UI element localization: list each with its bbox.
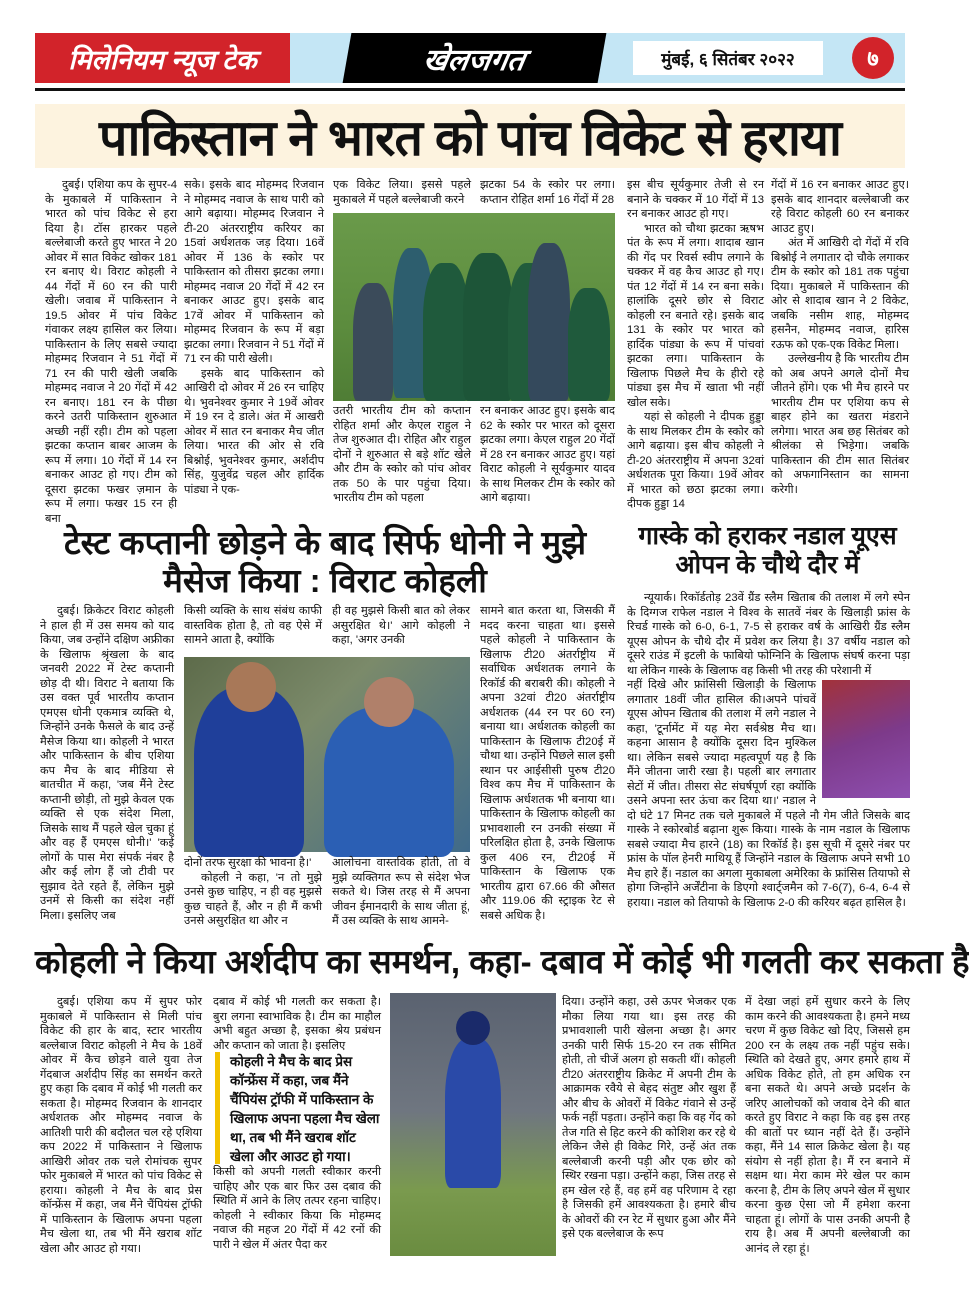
paragraph: एक विकेट लिया। इससे पहले मुकाबले में पहले बल्लेबाजी करने (333, 179, 471, 206)
paragraph: रन बनाकर आउट हुए। इसके बाद 62 के स्कोर पर भारत को दूसरा झटका लगा। केएल राहुल 20 गेंदों में 28 रन बनाकर आउट हुए। यहां विराट कोहली ने सूर्यकुमार यादव के साथ मिलकर टीम के स्कोर को आगे बढ़ाया। (480, 405, 615, 504)
article1-column-5 (627, 178, 764, 514)
edition-date: मुंबई, ६ सितंबर २०२२ (633, 41, 823, 75)
masthead-divider (35, 88, 905, 91)
headline-line: टेस्ट कप्तानी छोड़ने के बाद सिर्फ धोनी ने मुझे (63, 524, 587, 561)
article1-column-2 (184, 178, 324, 514)
paragraph: यहां से कोहली ने दीपक हुड्डा के साथ मिलकर टीम के स्कोर को आगे बढ़ाया। इस बीच कोहली ने टी-20 अंतरराष्ट्रीय में अपना 32वां अर्धशतक पूरा किया। 19वें ओवर में भारत को छठा झटका लगा। दीपक हुड्डा 14 (627, 411, 764, 510)
paragraph: सामने बात करता था, जिसकी मैं मदद करना चाहता था। इससे पहले कोहली ने पाकिस्तान के खिलाफ टी20 अंतर्राष्ट्रीय में सर्वाधिक अर्धशतक लगाने के रिकॉर्ड की बराबरी की। कोहली ने अपना 32वां टी20 अंतर्राष्ट्रीय अर्धशतक (44 रन पर 60 रन) बनाया था। अर्धशतक कोहली का पाकिस्तान के खिलाफ टी20ई में चौथा था। उन्होंने पिछले साल इसी स्थान पर आईसीसी पुरुष टी20 विश्व कप मैच में पाकिस्तान के खिलाफ अर्धशतक भी बनाया था। पाकिस्तान के खिलाफ कोहली का प्रभावशाली रन उनकी संख्या में परिलक्षित होता है, उनके खिलाफ कुल 406 रन, टी20ई में पाकिस्तान के खिलाफ एक भारतीय द्वारा 67.66 की औसत और 119.06 की स्ट्राइक रेट से सबसे अधिक है। (480, 605, 615, 922)
article1-column-4-top (480, 178, 615, 208)
article3-headline (625, 522, 910, 580)
paragraph: भारत को चौथा झटका ऋषभ पंत के रूप में लगा। शादाब खान की गेंद पर रिवर्स स्वीप लगाने के चक्कर में वह कैच आउट हो गए। पंत 12 गेंदों में 14 रन बना सके। हालांकि दूसरे छोर से विराट कोहली रन बनाते रहे। इसके बाद 131 के स्कोर पर भारत को हार्दिक पांड्या के रूप में पांचवां झटका लगा। पाकिस्तान के खिलाफ पिछले मैच के हीरो रहे पांड्या इस मैच में खाता भी नहीं खोल सके। (627, 222, 764, 409)
paragraph: इस बीच सूर्यकुमार तेजी से रन बनाने के चक्कर में 10 गेंदों में 13 रन बनाकर आउट हो गए। (627, 179, 764, 220)
article1-headline: पाकिस्तान ने भारत को पांच विकेट से हराया (35, 104, 905, 168)
article2-headline (35, 524, 615, 600)
article1-column-6 (771, 178, 909, 514)
article4-column-1 (40, 995, 202, 1257)
nadal-photo (822, 680, 910, 798)
article1-column-3 (333, 404, 471, 514)
article2-column-1 (40, 604, 174, 936)
headline-line: मैसेज किया : विराट कोहली (163, 561, 487, 599)
paragraph: किसी को अपनी गलती स्वीकार करनी चाहिए और एक बार फिर उस दबाव की स्थिति में आने के लिए तत्पर रहना चाहिए। कोहली ने स्वीकार किया कि मोहम्मद नवाज की महज 20 गेंदों में 42 रनों की पारी ने खेल में अंतर पैदा कर (213, 1166, 381, 1251)
article2-column-3-top (332, 604, 470, 652)
paragraph: दोनों तरफ सुरक्षा की भावना है।' (184, 857, 312, 869)
article2-column-4 (480, 604, 615, 936)
paragraph: इसके बाद पाकिस्तान को आखिरी दो ओवर में 26 रन चाहिए थे। भुवनेश्वर कुमार ने 19वें ओवर में 19 रन दे डाले। अंत में आखरी ओवर में सात रन बनाकर मैच जीत लिया। भारत की ओर से रवि बिश्नोई, भुवनेश्वर कुमार, अर्शदीप सिंह, युजुवेंद्र चहल और हार्दिक पांड्या ने एक- (184, 367, 324, 496)
paragraph: उल्लेखनीय है कि भारतीय टीम को अब अपने अगले दोनों मैच जीतने होंगे। एक भी मैच हारने पर भारतीय टीम पर एशिया कप से बाहर होने का खतरा मंडराने लगेगा। भारत अब छह सितंबर को श्रीलंका से भिड़ेगा। जबकि पाकिस्तान की टीम सात सितंबर को अफगानिस्तान का सामना करेगी। (771, 353, 909, 496)
masthead (35, 33, 905, 83)
paragraph: दबाव में कोई भी गलती कर सकता है। बुरा लगना स्वाभाविक है। टीम का माहौल अभी बहुत अच्छा है, इसका श्रेय प्रबंधन और कप्तान को जाता है। इसलिए (213, 996, 381, 1052)
newspaper-logo: मिलेनियम न्यूज टेक (35, 33, 290, 83)
paragraph: दुबई। एशिया कप में सुपर फोर मुकाबले में पाकिस्तान से मिली पांच विकेट की हार के बाद, स्टार भारतीय बल्लेबाज विराट कोहली ने मैच के 18वें ओवर में कैच छोड़ने वाले युवा तेज गेंदबाज अर्शदीप सिंह का समर्थन करते हुए कहा कि दबाव में कोई भी गलती कर सकता है। मोहम्मद रिजवान के शानदार अर्धशतक और मोहम्मद नवाज के आतिशी पारी की बदौलत चल रहे एशिया कप 2022 में पाकिस्तान ने खिलाफ आखिरी ओवर तक चले रोमांचक सुपर फोर मुकाबले में भारत को पांच विकेट से हराया। कोहली ने मैच के बाद प्रेस कॉन्फ्रेंस में कहा, जब मैंने चैंपियंस ट्रॉफी में पाकिस्तान के खिलाफ अपना पहला मैच खेला था, तब भी मैंने खराब शॉट खेला और आउट हो गया। (40, 996, 202, 1255)
paragraph: किसी व्यक्ति के साथ संबंध काफी वास्तविक होता है, तो वह ऐसे में सामने आता है, क्योंकि (184, 605, 322, 646)
article1-column-4 (480, 404, 615, 514)
paragraph: नहीं दिखे और फ्रांसिसी खिलाड़ी के खिलाफ लगातार 18वीं जीत हासिल की।अपने पांचवें यूएस ओपन खिताब की तलाश में लगे नडाल ने कहा, 'टूर्नामेंट में यह मेरा सर्वश्रेष्ठ मैच था। कहना आसान है क्योंकि दूसरा दिन मुश्किल था। लेकिन सबसे ज्यादा महत्वपूर्ण यह है कि मैंने जीतना जारी रखा है। पहली बार लगातार सेटों में जीत। तीसरा सेट संघर्षपूर्ण रहा क्योंकि उसने अपना स्तर ऊंचा कर दिया था।' नडाल ने दो घंटे 17 मिनट तक चले मुकाबले में पहले नौ गेम जीते जिसके बाद गास्के ने स्कोरबोर्ड बढ़ाना शुरू किया। गास्के के नाम नडाल के खिलाफ सबसे ज्यादा मैच हारने (18) का रिकॉर्ड है। इस सूची में दूसरे नंबर पर फ्रांस के पॉल हेनरी माथियू हैं जिन्होंने नडाल के खिलाफ अपने सभी 10 मैच हारे हैं। नडाल का अगला मुकाबला अमेरिका के फ्रांसिस तियाफो से होगा जिन्होंने अर्जेंटीना के डिएगो श्वार्ट्जमैन को 7-6(7), 6-4, 6-4 से हराया। नडाल को तियाफो के खिलाफ 2-0 की करियर बढ़त हासिल है। (627, 679, 910, 909)
paragraph: झटका 54 के स्कोर पर लगा। कप्तान रोहित शर्मा 16 गेंदों में 28 (480, 179, 615, 206)
headline-line: ओपन के चौथे दौर में (675, 550, 860, 579)
article2-column-2-top (184, 604, 322, 652)
paragraph: सके। इसके बाद मोहम्मद रिजवान ने मोहम्मद नवाज के साथ पारी को आगे बढ़ाया। मोहम्मद रिजवान ने टी-20 अंतरराष्ट्रीय करियर का 15वां अर्धशतक जड़ दिया। 16वें ओवर में 136 के स्कोर पर पाकिस्तान को तीसरा झटका लगा। मोहम्मद नवाज 20 गेंदों में 42 रन बनाकर आउट हुए। इसके बाद 17वें ओवर में पाकिस्तान को मोहम्मद रिजवान के रूप में बड़ा झटका लगा। रिजवान ने 51 गेंदों में 71 रन की पारी खेली। (184, 179, 324, 365)
article4-column-3 (562, 995, 736, 1257)
paragraph: दुबई। एशिया कप के सुपर-4 के मुकाबले में पाकिस्तान ने भारत को पांच विकेट से हरा दिया है। टॉस हारकर पहले बल्लेबाजी करते हुए भारत ने 20 ओवर में सात विकेट खोकर 181 रन बनाए थे। विराट कोहली ने 44 गेंदों में 60 रन की पारी खेली। जवाब में पाकिस्तान ने 19.5 ओवर में पांच विकेट गंवाकर लक्ष्य हासिल कर लिया। पाकिस्तान के लिए सबसे ज्यादा मोहम्मद रिजवान ने 51 गेंदों में 71 रन की पारी खेली जबकि मोहम्मद नवाज ने 20 गेंदों में 42 रन बनाए। 181 रन के पीछा करने उतरी पाकिस्तान शुरुआत अच्छी नहीं रही। टीम को पहला झटका कप्तान बाबर आजम के रूप में लगा। 10 गेंदों में 14 रन बनाकर आउट हो गए। टीम को दूसरा झटका फखर ज़मान के रूप में लगा। फखर 15 रन ही बना (45, 179, 177, 525)
article2-column-2 (184, 856, 322, 936)
page-number: ७ (852, 37, 894, 79)
arshdeep-singh-photo (390, 993, 556, 1256)
article3-body (627, 591, 910, 936)
paragraph: आलोचना वास्तविक होती, तो वे मुझे व्यक्तिगत रूप से संदेश भेज सकते थे। जिस तरह से मैं अपना जीवन ईमानदारी के साथ जीता हूं, मैं उस व्यक्ति के साथ आमने- (332, 857, 470, 927)
article4-column-4 (745, 995, 910, 1257)
article4-column-2 (213, 1165, 381, 1257)
paragraph: ही वह मुझसे किसी बात को लेकर असुरक्षित थे।' आगे कोहली ने कहा, 'अगर उनकी (332, 605, 470, 646)
section-title: खेलजगत (343, 33, 607, 83)
paragraph: न्यूयार्क। रिकॉर्डतोड़ 23वें ग्रैंड स्लैम खिताब की तलाश में लगे स्पेन के दिग्गज राफेल नडाल ने विश्व के सातवें नंबर के खिलाड़ी फ्रांस के रिचर्ड गास्के को 6-0, 6-1, 7-5 से हराकर वर्ष के आखिरी ग्रैंड स्लैम यूएस ओपन के चौथे दौर में प्रवेश कर लिया है। 37 वर्षीय नडाल को दूसरे राउंड में इटली के फाबियो फोग्निनि के खिलाफ संघर्ष करना पड़ा था लेकिन गास्के के खिलाफ वह किसी भी तरह की परेशानी में (627, 592, 910, 677)
paragraph: कोहली ने कहा, 'न तो मुझे उनसे कुछ चाहिए, न ही वह मुझसे कुछ चाहते हैं, और न ही मैं कभी उनसे असुरक्षित था और न (184, 871, 322, 927)
pakistan-team-celebration-photo (333, 213, 615, 401)
article1-column-3-top (333, 178, 471, 208)
paragraph: उतरी भारतीय टीम को कप्तान रोहित शर्मा और केएल राहुल ने तेज शुरुआत दी। रोहित और राहुल दोनों ने शुरुआत से बड़े शॉट खेले और टीम के स्कोर को पांच ओवर तक 50 के पार पहुंचा दिया। भारतीय टीम को पहला (333, 405, 471, 504)
article4-headline: कोहली ने किया अर्शदीप का समर्थन, कहा- दबाव में कोई भी गलती कर सकता है (35, 943, 969, 980)
pull-quote: कोहली ने मैच के बाद प्रेस कॉन्फ्रेंस में कहा, जब मैंने चैंपियंस ट्रॉफी में पाकिस्तान के खिलाफ अपना पहला मैच खेला था, तब भी मैंने खराब शॉट खेला और आउट हो गया। (215, 1052, 381, 1164)
headline-line: गास्के को हराकर नडाल यूएस (638, 522, 897, 550)
paragraph: गेंदों में 16 रन बनाकर आउट हुए। इसके बाद शानदार बल्लेबाजी कर रहे विराट कोहली 60 रन बनाकर आउट हुए। (771, 179, 909, 235)
paragraph: अंत में आखिरी दो गेंदों में रवि बिश्नोई ने लगातार दो चौके लगाकर टीम के स्कोर को 181 तक पहुंचा दिया। मुकाबले में पाकिस्तान की ओर से शादाब खान ने 2 विकेट, जबकि नसीम शाह, मोहम्मद हसनैन, मोहम्मद नवाज, हारिस रऊफ को एक-एक विकेट मिला। (771, 237, 909, 351)
kohli-dhoni-photo (184, 657, 470, 852)
article2-column-3 (332, 856, 470, 936)
article4-column-2-top (213, 995, 381, 1055)
paragraph: दिया। उन्होंने कहा, उसे ऊपर भेजकर एक मौका लिया गया था। इस तरह की प्रभावशाली पारी खेलना अच्छा है। अगर उनकी पारी सिर्फ 15-20 रन तक सीमित होती, तो चीजें अलग हो सकती थीं। कोहली टी20 अंतरराष्ट्रीय क्रिकेट में अपनी टीम के आक्रामक रवैये से बेहद संतुष्ट और खुश हैं और बीच के ओवरों में विकेट गंवाने से उन्हें फर्क नहीं पड़ता। उन्होंने कहा कि वह गेंद को तेज गति से हिट करने की कोशिश कर रहे थे लेकिन जैसे ही विकेट गिरे, उन्हें अंत तक बल्लेबाजी करनी पड़ी और एक छोर को स्थिर रखना पड़ा। उन्होंने कहा, जिस तरह से हम खेल रहे हैं, वह हमें वह परिणाम दे रहा है जिसकी हमें आवश्यकता है। हमारे बीच के ओवरों की रन रेट में सुधार हुआ और मैंने इसे एक बल्लेबाज के रूप (562, 996, 737, 1240)
paragraph: दुबई। क्रिकेटर विराट कोहली ने हाल ही में उस समय को याद किया, जब उन्होंने दक्षिण अफ्रीका के खिलाफ श्रृंखला के बाद जनवरी 2022 में टेस्ट कप्तानी छोड़ दी थी। विराट ने बताया कि उस वक्त पूर्व भारतीय कप्तान एमएस धोनी एकमात्र व्यक्ति थे, जिन्होंने उनके फैसले के बाद उन्हें मैसेज किया था। कोहली ने भारत और पाकिस्तान के बीच एशिया कप मैच के बाद मीडिया से बातचीत में कहा, 'जब मैंने टेस्ट कप्तानी छोड़ी, तो मुझे केवल एक व्यक्ति से एक संदेश मिला, जिसके साथ मैं पहले खेल चुका हूं और वह हैं एमएस धोनी।' 'कई लोगों के पास मेरा संपर्क नंबर है और कई लोग हैं जो टीवी पर सुझाव देते रहते हैं, लेकिन मुझे उनमें से किसी का संदेश नहीं मिला। इसलिए जब (40, 605, 174, 922)
paragraph: में देखा जहां हमें सुधार करने के लिए काम करने की आवश्यकता है। हमने मध्य चरण में कुछ विकेट खो दिए, जिससे हम 200 रन के लक्ष्य तक नहीं पहुंच सके। स्थिति को देखते हुए, अगर हमारे हाथ में अधिक विकेट होते, तो हम अधिक रन बना सकते थे। अपने अच्छे प्रदर्शन के जरिए आलोचकों को जवाब देने की बात करते हुए विराट ने कहा कि वह इस तरह की बातों पर ध्यान नहीं देते हैं। उन्होंने कहा, मैंने 14 साल क्रिकेट खेला है। यह संयोग से नहीं होता है। मैं रन बनाने में सक्षम था। मेरा काम मेरे खेल पर काम करना है, टीम के लिए अपने खेल में सुधार करना कुछ ऐसा जो मैं हमेशा करना चाहता हूं। लोगों के पास उनकी अपनी है राय है। अब मैं अपनी बल्लेबाजी का आनंद ले रहा हूं। (745, 996, 910, 1255)
article1-column-1 (45, 178, 177, 525)
